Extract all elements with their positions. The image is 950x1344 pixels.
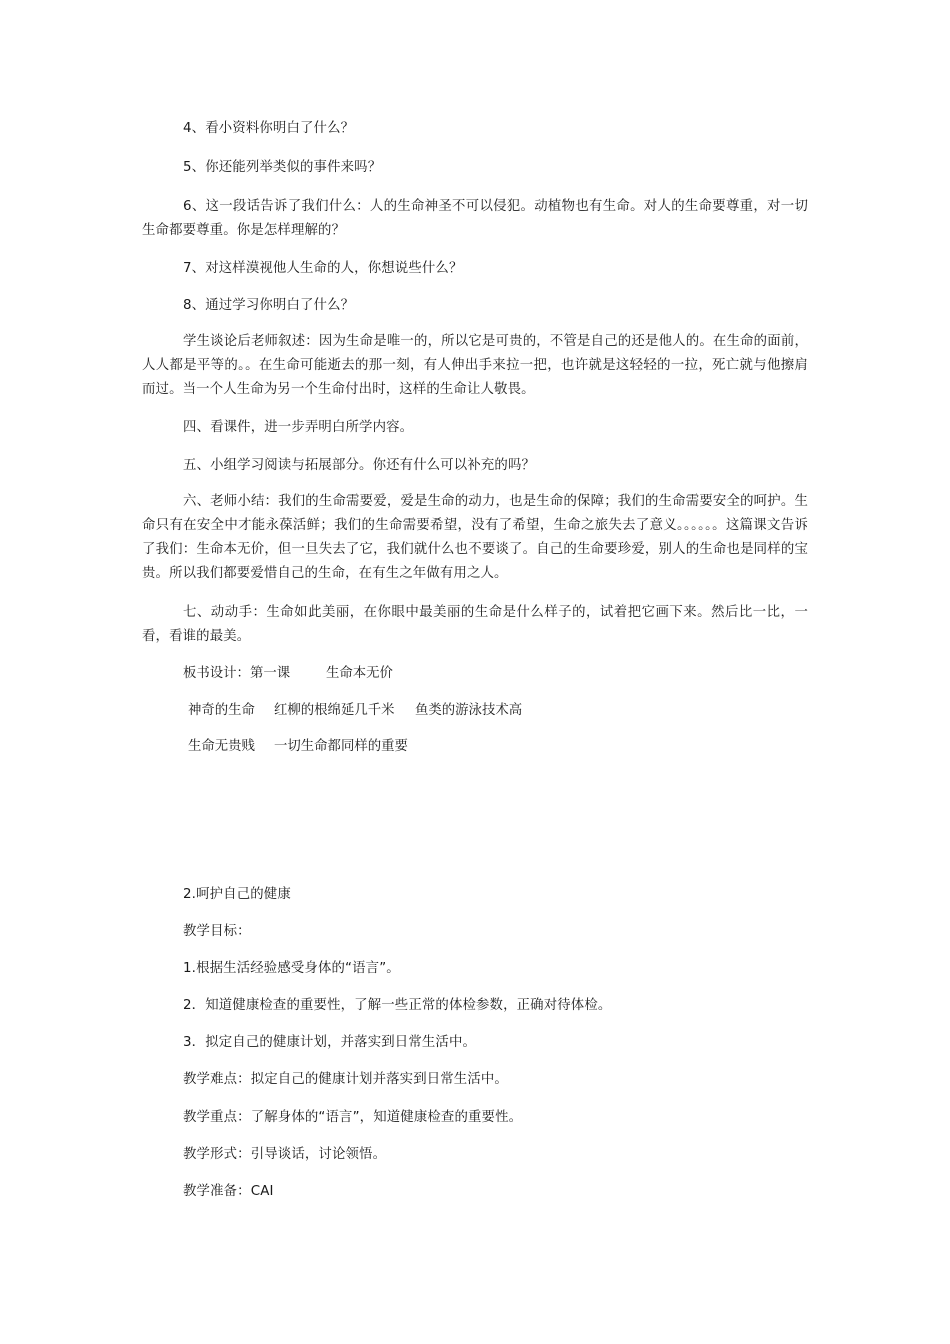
teaching-key-point: 教学重点：了解身体的“语言”，知道健康检查的重要性。: [183, 1110, 523, 1125]
question-4: 4、看小资料你明白了什么？: [183, 121, 355, 136]
teaching-goal-3: 3．拟定自己的健康计划，并落实到日常生活中。: [183, 1035, 477, 1050]
board-design-title: 生命本无价: [326, 666, 393, 681]
teaching-preparation: 教学准备：CAI: [183, 1184, 274, 1199]
question-8: 8、通过学习你明白了什么？: [183, 298, 355, 313]
board-row1-item1: 神奇的生命: [188, 703, 255, 718]
question-7: 7、对这样漠视他人生命的人，你想说些什么？: [183, 261, 463, 276]
teaching-difficulty: 教学难点：拟定自己的健康计划并落实到日常生活中。: [183, 1072, 508, 1087]
board-row2-item2: 一切生命都同样的重要: [274, 739, 408, 754]
teaching-form: 教学形式：引导谈话，讨论领悟。: [183, 1147, 387, 1162]
teaching-goals-label: 教学目标：: [183, 924, 251, 939]
step-four: 四、看课件，进一步弄明白所学内容。: [183, 420, 414, 435]
board-design-label: 板书设计：第一课: [183, 666, 291, 681]
board-row2-item1: 生命无贵贱: [188, 739, 255, 754]
board-row1-item3: 鱼类的游泳技术高: [415, 703, 523, 718]
teacher-summary: 六、老师小结：我们的生命需要爱，爱是生命的动力，也是生命的保障；我们的生命需要安全的呵护。生命只有在安全中才能永葆活鲜；我们的生命需要希望，没有了希望，生命之旅失去了意义。。。。。。这篇课文告诉了我们：生命本无价，但一旦失去了它，我们就什么也不要谈了。自己的生命要珍爱，别人的生命也是同样的宝贵。所以我们都要爱惜自己的生命，在有生之年做有用之人。: [142, 494, 808, 581]
question-5: 5、你还能列举类似的事件来吗？: [183, 160, 382, 175]
question-6: 6、这一段话告诉了我们什么：人的生命神圣不可以侵犯。动植物也有生命。对人的生命要尊重，对一切生命都要尊重。你是怎样理解的？: [142, 199, 808, 238]
board-row1-item2: 红柳的根绵延几千米: [274, 703, 395, 718]
teaching-goal-2: 2．知道健康检查的重要性，了解一些正常的体检参数，正确对待体检。: [183, 998, 612, 1013]
step-seven: 七、动动手：生命如此美丽，在你眼中最美丽的生命是什么样子的，试着把它画下来。然后比一比，一看，看谁的最美。: [142, 605, 808, 644]
step-five: 五、小组学习阅读与拓展部分。你还有什么可以补充的吗？: [183, 458, 536, 473]
teacher-narration: 学生谈论后老师叙述：因为生命是唯一的，所以它是可贵的，不管是自己的还是他人的。在生命的面前，人人都是平等的。。在生命可能逝去的那一刻，有人伸出手来拉一把，也许就是这轻轻的一拉，死亡就与他擦肩而过。当一个人生命为另一个生命付出时，这样的生命让人敬畏。: [142, 334, 808, 397]
teaching-goal-1: 1.根据生活经验感受身体的“语言”。: [183, 961, 400, 976]
lesson-title: 2.呵护自己的健康: [183, 887, 291, 902]
